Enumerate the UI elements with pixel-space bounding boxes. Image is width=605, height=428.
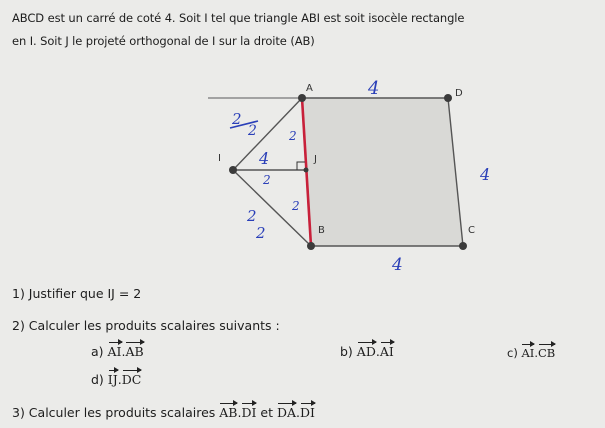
hw-ij-top: 4 bbox=[259, 149, 270, 168]
point-a bbox=[298, 94, 306, 102]
vector-ai: AI bbox=[521, 346, 535, 360]
question-2a: a) AI.AB bbox=[91, 344, 144, 359]
vector-ai: AI bbox=[107, 344, 122, 359]
hw-top-side: 4 bbox=[368, 78, 380, 99]
point-c bbox=[459, 242, 467, 250]
hw-ai-numerator: 2 bbox=[232, 110, 242, 128]
vector-cb: CB bbox=[537, 346, 556, 360]
label-b: B bbox=[318, 225, 325, 236]
vector-ab: AB bbox=[219, 405, 238, 420]
hw-aj: 2 bbox=[289, 129, 297, 143]
vector-di: DI bbox=[241, 405, 257, 420]
question-2: 2) Calculer les produits scalaires suivants : bbox=[12, 318, 280, 333]
hw-ai-denominator: 2 bbox=[248, 123, 257, 139]
vector-ab: AB bbox=[125, 344, 144, 359]
statement-line-1: ABCD est un carré de coté 4. Soit I tel que triangle ABI est soit isocèle rectangle bbox=[12, 11, 465, 25]
square-abcd bbox=[302, 98, 463, 246]
label-c: C bbox=[468, 225, 475, 236]
vector-ij: IJ bbox=[107, 372, 118, 387]
vector-ai: AI bbox=[379, 344, 394, 359]
q2d-label: d) bbox=[91, 372, 104, 387]
point-j bbox=[304, 168, 309, 173]
q2c-label: c) bbox=[507, 346, 518, 360]
q2b-label: b) bbox=[340, 344, 353, 359]
statement-line-2: en I. Soit J le projeté orthogonal de I sur la droite (AB) bbox=[12, 34, 315, 48]
vector-dc: DC bbox=[121, 372, 142, 387]
question-3: 3) Calculer les produits scalaires AB.DI et DA.DI bbox=[12, 405, 315, 420]
hw-bi-denominator: 2 bbox=[256, 224, 266, 242]
vector-ad: AD bbox=[356, 344, 376, 359]
label-a: A bbox=[306, 83, 313, 94]
q3-et: et bbox=[260, 405, 273, 420]
label-i: I bbox=[218, 153, 221, 164]
question-2d: d) IJ.DC bbox=[91, 372, 142, 387]
hw-ij-bottom: 2 bbox=[263, 173, 271, 187]
hw-bottom-side: 4 bbox=[392, 255, 403, 275]
question-1: 1) Justifier que IJ = 2 bbox=[12, 286, 142, 301]
point-i bbox=[229, 166, 237, 174]
question-2c: c) AI.CB bbox=[507, 346, 556, 360]
point-d bbox=[444, 94, 452, 102]
question-2b: b) AD.AI bbox=[340, 344, 394, 359]
label-d: D bbox=[455, 88, 463, 99]
vector-di: DI bbox=[300, 405, 315, 420]
q2a-label: a) bbox=[91, 344, 104, 359]
right-angle-mark bbox=[297, 162, 305, 170]
q3-prefix: 3) Calculer les produits scalaires bbox=[12, 405, 216, 420]
hw-bi-numerator: 2 bbox=[247, 207, 257, 225]
vector-da: DA bbox=[276, 405, 297, 420]
label-j: J bbox=[314, 154, 317, 165]
hw-right-side: 4 bbox=[480, 165, 491, 184]
point-b bbox=[307, 242, 315, 250]
hw-jb: 2 bbox=[292, 199, 300, 213]
